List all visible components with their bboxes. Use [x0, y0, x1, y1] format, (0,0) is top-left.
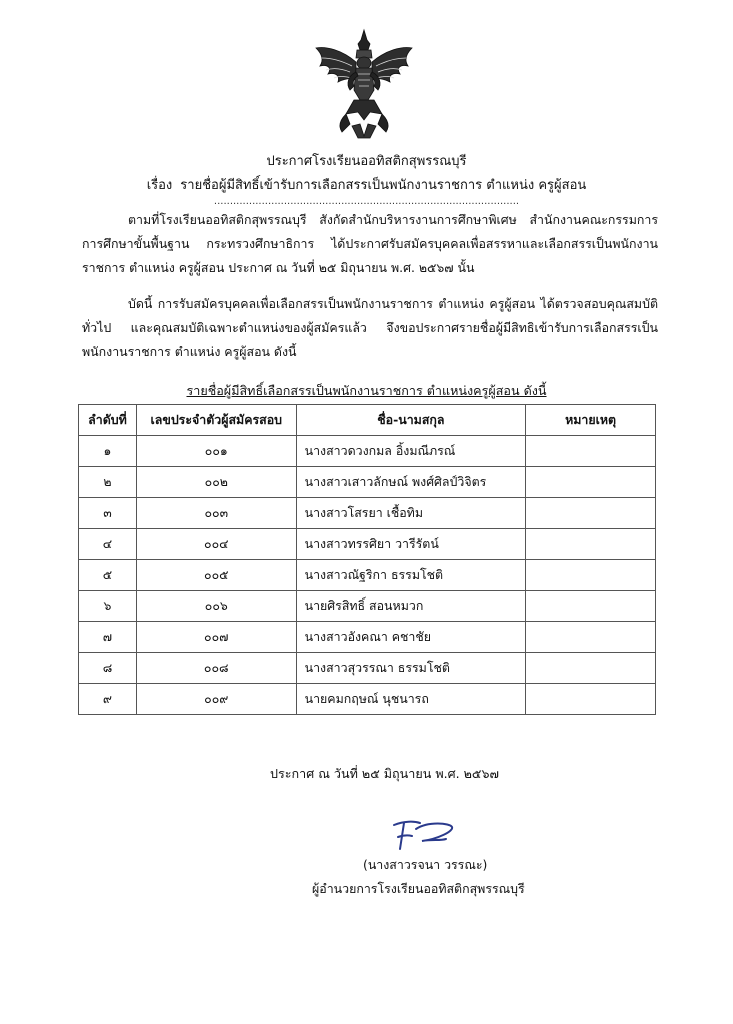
row-applicant-id: ๐๐๙ [136, 684, 296, 715]
row-applicant-id: ๐๐๒ [136, 467, 296, 498]
row-remark [526, 684, 656, 715]
row-applicant-id: ๐๐๖ [136, 591, 296, 622]
table-row [79, 436, 656, 467]
row-order: ๔ [79, 529, 137, 560]
announcement-subject [0, 174, 733, 195]
row-name: นายคมกฤษณ์ นุชนารถ [296, 684, 526, 715]
row-order: ๘ [79, 653, 137, 684]
row-name: นางสาวทรรศิยา วารีรัตน์ [296, 529, 526, 560]
row-order: ๗ [79, 622, 137, 653]
table-row [79, 622, 656, 653]
table-row [79, 653, 656, 684]
row-order: ๙ [79, 684, 137, 715]
table-caption: รายชื่อผู้มีสิทธิ์เลือกสรรเป็นพนักงานราชการ ตำแหน่งครูผู้สอน ดังนี้ [186, 383, 547, 398]
candidate-table [78, 404, 656, 715]
table-row [79, 591, 656, 622]
row-order: ๕ [79, 560, 137, 591]
row-remark [526, 467, 656, 498]
signer-position: ผู้อำนวยการโรงเรียนออทิสติกสุพรรณบุรี [312, 881, 525, 896]
row-applicant-id: ๐๐๓ [136, 498, 296, 529]
signer-name: (นางสาวรจนา วรรณะ) [363, 857, 488, 872]
row-applicant-id: ๐๐๑ [136, 436, 296, 467]
row-applicant-id: ๐๐๘ [136, 653, 296, 684]
row-remark [526, 529, 656, 560]
row-order: ๑ [79, 436, 137, 467]
row-order: ๖ [79, 591, 137, 622]
table-row [79, 498, 656, 529]
row-remark [526, 653, 656, 684]
col-header-name: ชื่อ-นามสกุล [296, 405, 526, 436]
row-name: นายศิรสิทธิ์ สอนหมวก [296, 591, 526, 622]
table-row [79, 467, 656, 498]
announcement-title: ประกาศโรงเรียนออทิสติกสุพรรณบุรี [266, 154, 467, 169]
table-header-row [79, 405, 656, 436]
row-order: ๓ [79, 498, 137, 529]
row-order: ๒ [79, 467, 137, 498]
separator-line: ................................................................................................ [213, 196, 520, 207]
paragraph-1-text: ตามที่โรงเรียนออทิสติกสุพรรณบุรี สังกัดสำนักบริหารงานการศึกษาพิเศษ สำนักงานคณะกรรมการการศึกษาขั้นพื้นฐาน กระทรวงศึกษาธิการ ได้ประกาศรับสมัครบุคคลเพื่อสรรหาและเลือกสรรเป็นพนักงานราชการ ตำแหน่ง ครูผู้สอน ประกาศ ณ วันที่ ๒๕ มิถุนายน พ.ศ. ๒๕๖๗ นั้น [82, 212, 658, 275]
announcement-date: ประกาศ ณ วันที่ ๒๕ มิถุนายน พ.ศ. ๒๕๖๗ [270, 766, 499, 781]
signature-icon [388, 815, 458, 855]
paragraph-2-text: บัดนี้ การรับสมัครบุคคลเพื่อเลือกสรรเป็นพนักงานราชการ ตำแหน่ง ครูผู้สอน ได้ตรวจสอบคุณสมบัติทั่วไป และคุณสมบัติเฉพาะตำแหน่งของผู้สมัครแล้ว จึงขอประกาศรายชื่อผู้มีสิทธิเข้ารับการเลือกสรรเป็นพนักงานราชการ ตำแหน่ง ครูผู้สอน ดังนี้ [82, 296, 658, 359]
row-name: นางสาวณัฐริกา ธรรมโชติ [296, 560, 526, 591]
paragraph-2 [82, 292, 658, 364]
col-header-applicant-id: เลขประจำตัวผู้สมัครสอบ [136, 405, 296, 436]
table-row [79, 560, 656, 591]
subject-label: เรื่อง [146, 178, 173, 193]
row-applicant-id: ๐๐๔ [136, 529, 296, 560]
paragraph-1 [82, 208, 658, 280]
table-row [79, 529, 656, 560]
row-name: นางสาวอังคณา คชาชัย [296, 622, 526, 653]
row-remark [526, 498, 656, 529]
row-name: นางสาวเสาวลักษณ์ พงศ์ศิลป์วิจิตร [296, 467, 526, 498]
row-remark [526, 622, 656, 653]
garuda-emblem-icon [312, 28, 416, 140]
row-name: นางสาวโสรยา เชื้อทิม [296, 498, 526, 529]
row-remark [526, 591, 656, 622]
row-name: นางสาวสุวรรณา ธรรมโชติ [296, 653, 526, 684]
row-applicant-id: ๐๐๕ [136, 560, 296, 591]
row-name: นางสาวดวงกมล อิ้งมณีภรณ์ [296, 436, 526, 467]
subject-text: รายชื่อผู้มีสิทธิ์เข้ารับการเลือกสรรเป็นพนักงานราชการ ตำแหน่ง ครูผู้สอน [180, 178, 587, 193]
table-row [79, 684, 656, 715]
row-remark [526, 560, 656, 591]
col-header-remark: หมายเหตุ [526, 405, 656, 436]
row-remark [526, 436, 656, 467]
row-applicant-id: ๐๐๗ [136, 622, 296, 653]
col-header-order: ลำดับที่ [79, 405, 137, 436]
